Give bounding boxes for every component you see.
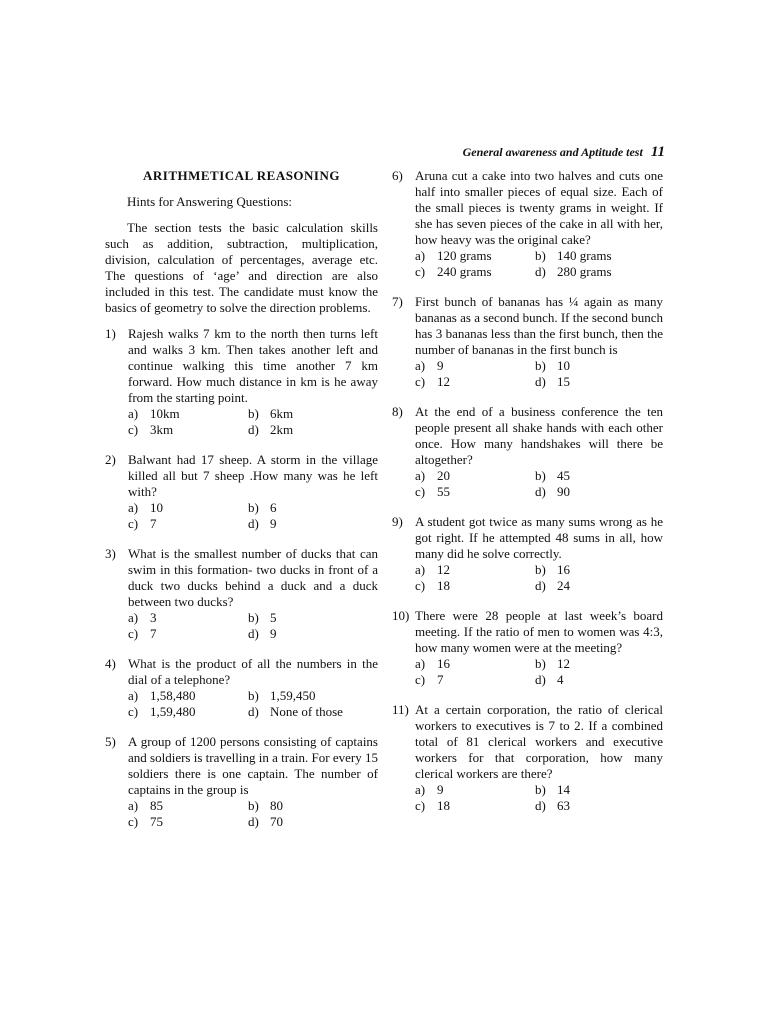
option-label: d) [248, 422, 259, 437]
question-item [105, 452, 378, 532]
question-text: There were 28 people at last week’s board meeting. If the ratio of men to women was 4:3, how many women were at the meeting? [415, 608, 663, 655]
option-text: 55 [437, 484, 450, 499]
question-number: 9) [392, 514, 403, 529]
option-text: 7 [150, 626, 157, 641]
option-text: 3km [150, 422, 174, 437]
option-label: b) [535, 782, 546, 797]
question-item [392, 702, 663, 814]
option-label: c) [128, 626, 139, 641]
answer-options [415, 248, 663, 280]
option-text: 16 [557, 562, 570, 577]
answer-option [128, 626, 248, 642]
question-item [105, 734, 378, 830]
option-label: a) [128, 688, 139, 703]
hints-heading: Hints for Answering Questions: [127, 194, 293, 209]
question-number: 1) [105, 326, 116, 341]
question-item [105, 326, 378, 438]
answer-options [128, 688, 378, 720]
option-text: 9 [270, 516, 277, 531]
option-text: 240 grams [437, 264, 492, 279]
question-number: 5) [105, 734, 116, 749]
option-label: a) [415, 468, 426, 483]
option-label: d) [248, 814, 259, 829]
answer-option [128, 704, 248, 720]
answer-option [415, 562, 535, 578]
question-number: 6) [392, 168, 403, 183]
option-label: c) [415, 264, 426, 279]
option-text: 12 [437, 562, 450, 577]
answer-option [415, 656, 535, 672]
answer-options [128, 406, 378, 438]
header-title: General awareness and Aptitude test [462, 145, 643, 159]
option-text: 9 [437, 782, 444, 797]
question-text: Aruna cut a cake into two halves and cuts one half into smaller pieces of equal size. Each of the small pieces is twenty grams in weight. If she has seven pieces of the cake in all with her, how heavy was the original cake? [415, 168, 663, 247]
option-text: 24 [557, 578, 570, 593]
answer-option [535, 562, 663, 578]
answer-option [535, 672, 663, 688]
question-list-left [105, 326, 378, 830]
answer-options [128, 500, 378, 532]
option-label: d) [535, 484, 546, 499]
question-item [392, 404, 663, 500]
question-number: 3) [105, 546, 116, 561]
option-text: 140 grams [557, 248, 612, 263]
option-label: a) [415, 248, 426, 263]
option-text: 10 [150, 500, 163, 515]
option-label: c) [415, 798, 426, 813]
option-text: 12 [437, 374, 450, 389]
option-text: 10 [557, 358, 570, 373]
option-label: d) [248, 516, 259, 531]
answer-option [128, 422, 248, 438]
answer-option [248, 704, 378, 720]
question-number: 10) [392, 608, 410, 623]
section-title: ARITHMETICAL REASONING [142, 168, 340, 183]
running-header [430, 144, 665, 160]
question-item [105, 656, 378, 720]
answer-option [128, 610, 248, 626]
option-label: d) [535, 672, 546, 687]
answer-option [128, 406, 248, 422]
question-number: 2) [105, 452, 116, 467]
option-text: 12 [557, 656, 570, 671]
answer-options [415, 358, 663, 390]
question-number: 11) [392, 702, 409, 717]
question-text: First bunch of bananas has ¼ again as many bananas as a second bunch. If the second bunch has 3 bananas less than the first bunch, then the number of bananas in the first bunch is [415, 294, 663, 357]
option-label: b) [535, 656, 546, 671]
option-text: 85 [150, 798, 163, 813]
page-number: 11 [650, 144, 665, 160]
option-label: d) [535, 578, 546, 593]
answer-option [535, 248, 663, 264]
option-label: c) [128, 814, 139, 829]
option-label: c) [415, 672, 426, 687]
answer-option [128, 500, 248, 516]
answer-option [128, 798, 248, 814]
question-text: A group of 1200 persons consisting of captains and soldiers is travelling in a train. For every 15 soldiers there is one captain. The number of captains in the group is [128, 734, 378, 797]
option-label: b) [248, 688, 259, 703]
answer-option [248, 500, 378, 516]
option-text: 9 [270, 626, 277, 641]
answer-options [415, 468, 663, 500]
option-label: b) [535, 468, 546, 483]
question-text: What is the product of all the numbers in the dial of a telephone? [128, 656, 378, 687]
option-label: b) [248, 610, 259, 625]
option-text: 80 [270, 798, 283, 813]
question-number: 4) [105, 656, 116, 671]
question-text: At the end of a business conference the ten people present all shake hands with each other once. How many handshakes will there be altogether? [415, 404, 663, 467]
option-label: d) [248, 626, 259, 641]
question-item [105, 546, 378, 642]
answer-options [128, 798, 378, 830]
option-text: 1,58,480 [150, 688, 196, 703]
answer-option [535, 468, 663, 484]
answer-option [415, 484, 535, 500]
option-text: 7 [150, 516, 157, 531]
option-label: d) [248, 704, 259, 719]
option-text: 1,59,450 [270, 688, 316, 703]
option-label: b) [248, 798, 259, 813]
option-label: c) [128, 516, 139, 531]
question-number: 8) [392, 404, 403, 419]
option-label: d) [535, 264, 546, 279]
answer-option [535, 798, 663, 814]
intro-paragraph: The section tests the basic calculation skills such as addition, subtraction, multiplication, division, calculation of percentages, average etc. The questions of ‘age’ and direction are also included in this test. The candidate must know the basics of geometry to solve the direction problems. [105, 220, 378, 315]
option-label: b) [248, 500, 259, 515]
left-column [105, 168, 378, 844]
option-text: 280 grams [557, 264, 612, 279]
question-list-right [392, 168, 663, 814]
question-text: Balwant had 17 sheep. A storm in the village killed all but 7 sheep .How many was he left with? [128, 452, 378, 499]
option-text: 63 [557, 798, 570, 813]
answer-option [415, 578, 535, 594]
answer-option [535, 264, 663, 280]
answer-option [248, 406, 378, 422]
option-text: 15 [557, 374, 570, 389]
question-item [392, 514, 663, 594]
answer-option [248, 688, 378, 704]
option-label: a) [128, 798, 139, 813]
answer-option [535, 358, 663, 374]
option-label: b) [248, 406, 259, 421]
answer-option [415, 264, 535, 280]
question-number: 7) [392, 294, 403, 309]
option-label: a) [415, 782, 426, 797]
option-text: 18 [437, 798, 450, 813]
option-label: b) [535, 562, 546, 577]
option-label: c) [415, 374, 426, 389]
answer-option [415, 798, 535, 814]
option-text: 6 [270, 500, 277, 515]
answer-option [535, 656, 663, 672]
option-text: 4 [557, 672, 564, 687]
question-text: A student got twice as many sums wrong as he got right. If he attempted 48 sums in all, how many did he solve correctly. [415, 514, 663, 561]
option-text: None of those [270, 704, 343, 719]
option-text: 18 [437, 578, 450, 593]
answer-option [248, 798, 378, 814]
option-label: c) [415, 484, 426, 499]
answer-option [415, 358, 535, 374]
option-label: b) [535, 358, 546, 373]
option-text: 5 [270, 610, 277, 625]
answer-option [248, 814, 378, 830]
answer-option [128, 516, 248, 532]
answer-option [415, 374, 535, 390]
option-label: a) [128, 500, 139, 515]
question-text: What is the smallest number of ducks that can swim in this formation- two ducks in front of a duck two ducks behind a duck and a duck between two ducks? [128, 546, 378, 609]
answer-options [128, 610, 378, 642]
option-label: d) [535, 798, 546, 813]
answer-option [128, 688, 248, 704]
answer-option [535, 484, 663, 500]
answer-option [248, 626, 378, 642]
answer-option [248, 422, 378, 438]
option-label: c) [128, 422, 139, 437]
option-label: b) [535, 248, 546, 263]
option-text: 6km [270, 406, 294, 421]
option-label: a) [415, 358, 426, 373]
option-label: a) [128, 406, 139, 421]
answer-options [415, 656, 663, 688]
option-label: a) [415, 562, 426, 577]
answer-option [248, 516, 378, 532]
option-text: 16 [437, 656, 450, 671]
question-item [392, 294, 663, 390]
answer-option [535, 374, 663, 390]
option-label: d) [535, 374, 546, 389]
option-text: 10km [150, 406, 180, 421]
option-text: 45 [557, 468, 570, 483]
option-label: c) [128, 704, 139, 719]
option-label: c) [415, 578, 426, 593]
answer-option [248, 610, 378, 626]
option-text: 90 [557, 484, 570, 499]
option-text: 1,59,480 [150, 704, 196, 719]
question-text: Rajesh walks 7 km to the north then turns left and walks 3 km. Then takes another left and continue walking this time another 7 km forward. How much distance in km is he away from the starting point. [128, 326, 378, 405]
option-text: 14 [557, 782, 570, 797]
question-item [392, 168, 663, 280]
option-text: 7 [437, 672, 444, 687]
option-label: a) [128, 610, 139, 625]
answer-option [415, 248, 535, 264]
answer-option [415, 672, 535, 688]
option-text: 9 [437, 358, 444, 373]
answer-option [535, 782, 663, 798]
option-text: 20 [437, 468, 450, 483]
option-text: 70 [270, 814, 283, 829]
right-column [392, 168, 663, 828]
option-text: 3 [150, 610, 157, 625]
option-text: 120 grams [437, 248, 492, 263]
answer-option [535, 578, 663, 594]
answer-options [415, 562, 663, 594]
answer-option [415, 782, 535, 798]
answer-options [415, 782, 663, 814]
question-item [392, 608, 663, 688]
option-text: 75 [150, 814, 163, 829]
answer-option [128, 814, 248, 830]
option-label: a) [415, 656, 426, 671]
option-text: 2km [270, 422, 294, 437]
answer-option [415, 468, 535, 484]
question-text: At a certain corporation, the ratio of clerical workers to executives is 7 to 2. If a combined total of 81 clerical workers and executive workers for that corporation, how many clerical workers are there? [415, 702, 663, 781]
